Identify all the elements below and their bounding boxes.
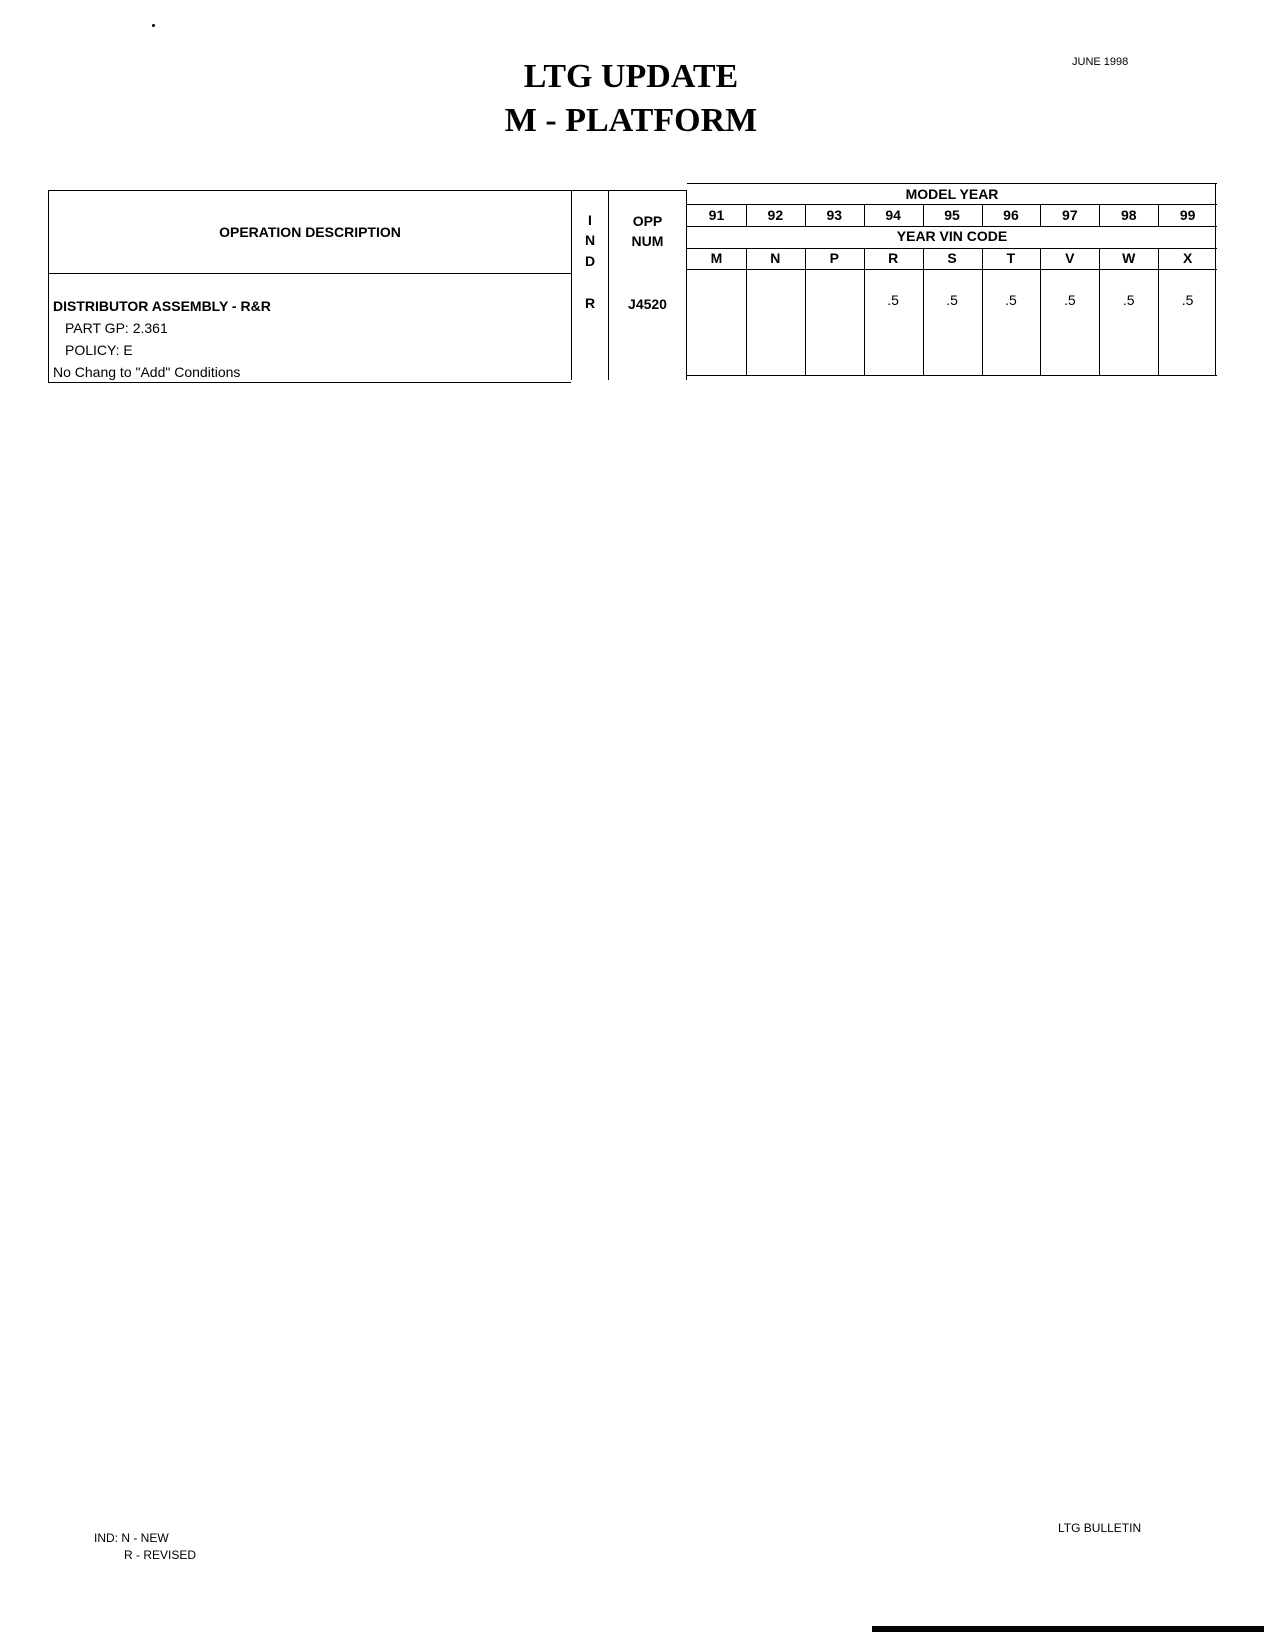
labor-time-95: .5 (946, 292, 958, 308)
value-divider (805, 248, 806, 375)
value-divider (923, 248, 924, 375)
vin-code-97: V (1065, 250, 1075, 266)
operation-name: DISTRIBUTOR ASSEMBLY - R&R (53, 298, 271, 314)
vin-code-91: M (710, 250, 723, 266)
bulletin-date: JUNE 1998 (1072, 56, 1129, 68)
ind-header-d: D (584, 253, 596, 269)
vin-code-92: N (770, 250, 781, 266)
opp-num-column (609, 190, 687, 380)
labor-time-96: .5 (1005, 292, 1017, 308)
bulletin-label: LTG BULLETIN (1058, 1521, 1142, 1535)
labor-time-94: .5 (887, 292, 899, 308)
opp-header-line2: NUM (631, 233, 664, 249)
ind-legend-new: IND: N - NEW (94, 1531, 169, 1545)
value-divider (1158, 248, 1159, 375)
model-year-92: 92 (767, 207, 784, 223)
table-row-description (48, 274, 571, 383)
model-year-98: 98 (1120, 207, 1137, 223)
model-year-93: 93 (826, 207, 843, 223)
vin-code-94: R (888, 250, 899, 266)
labor-time-98: .5 (1122, 292, 1135, 308)
vin-code-93: P (829, 250, 839, 266)
operation-description-label: OPERATION DESCRIPTION (219, 224, 401, 240)
labor-time-97: .5 (1063, 292, 1076, 308)
policy: POLICY: E (65, 342, 133, 358)
model-year-99: 99 (1179, 207, 1196, 223)
model-year-91: 91 (708, 207, 725, 223)
opp-header-line1: OPP (632, 213, 663, 229)
page-title: LTG UPDATE (523, 58, 739, 95)
ind-legend-revised: R - REVISED (124, 1548, 197, 1562)
part-group: PART GP: 2.361 (65, 320, 168, 336)
page-subtitle: M - PLATFORM (504, 102, 758, 139)
opp-num-value: J4520 (628, 296, 667, 312)
value-divider (746, 248, 747, 375)
vin-top-border (687, 248, 1217, 249)
years-bottom-border (687, 226, 1217, 227)
ind-header-n: N (584, 232, 596, 248)
model-year-94: 94 (885, 207, 901, 223)
value-divider (1099, 248, 1100, 375)
vin-code-95: S (947, 250, 957, 266)
scan-speck (152, 24, 155, 27)
operation-description-header (48, 190, 571, 274)
ind-header-i: I (588, 212, 592, 228)
add-conditions-note: No Chang to "Add" Conditions (53, 364, 241, 380)
vin-code-96: T (1006, 250, 1016, 266)
year-vin-code-label: YEAR VIN CODE (896, 228, 1008, 244)
ind-legend (94, 1530, 196, 1564)
value-divider (982, 248, 983, 375)
model-year-95: 95 (944, 207, 960, 223)
vin-code-99: X (1182, 250, 1193, 266)
value-divider (864, 248, 865, 375)
vin-code-98: W (1122, 250, 1136, 266)
years-top-border (687, 204, 1217, 205)
ind-value: R (584, 295, 596, 311)
model-year-label: MODEL YEAR (905, 186, 999, 202)
value-divider (1040, 248, 1041, 375)
model-year-96: 96 (1003, 207, 1019, 223)
vin-bottom-border (687, 269, 1217, 270)
labor-time-99: .5 (1181, 292, 1194, 308)
ind-column (571, 190, 609, 380)
model-year-97: 97 (1062, 207, 1078, 223)
scan-edge-bar (872, 1626, 1264, 1632)
model-year-top-border (687, 183, 1217, 184)
grid-bottom-border (687, 375, 1217, 376)
